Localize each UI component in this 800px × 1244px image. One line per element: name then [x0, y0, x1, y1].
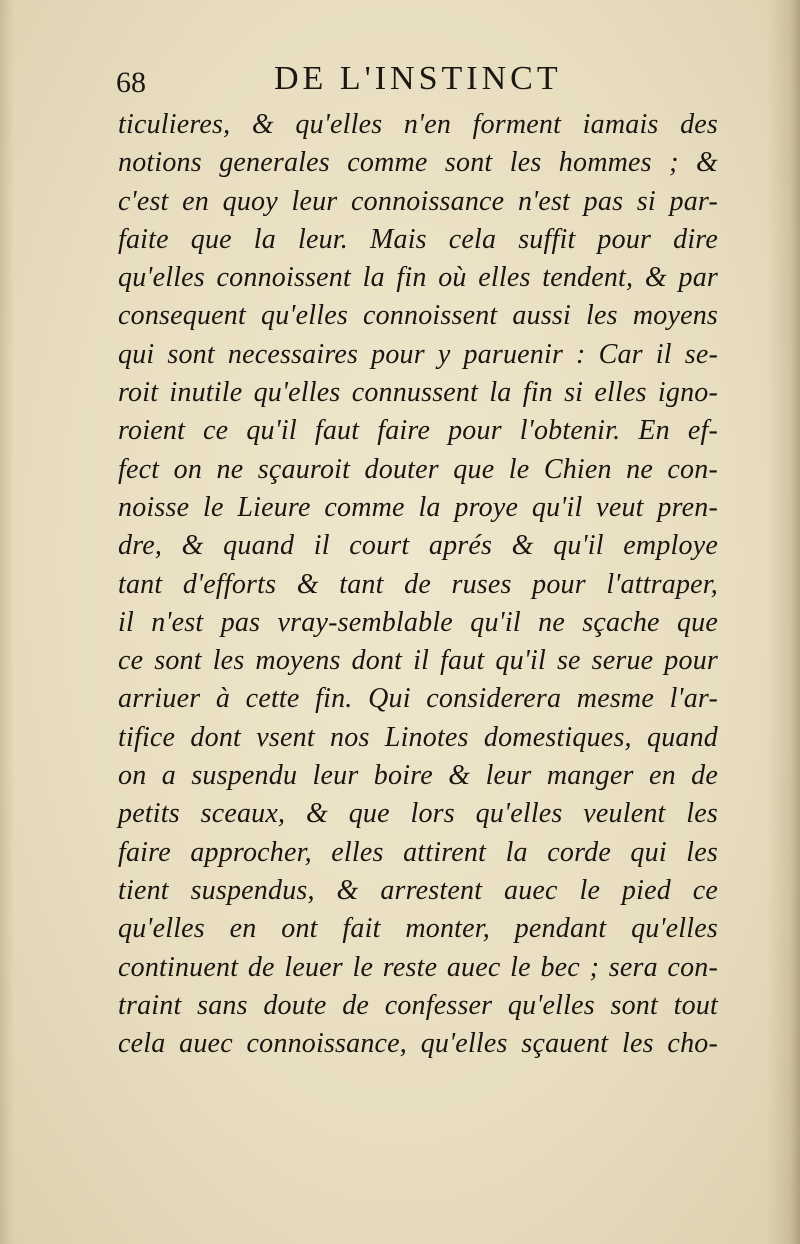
text-line: c'est en quoy leur connoissance n'est pas si par-	[118, 185, 718, 217]
text-line: notions generales comme sont les hommes ; &	[118, 147, 718, 179]
page-gutter-shadow	[766, 0, 800, 1244]
text-line: faite que la leur. Mais cela suffit pour dire	[118, 223, 718, 255]
text-line: petits sceaux, & que lors qu'elles veulent les	[118, 798, 718, 830]
text-line: tant d'efforts & tant de ruses pour l'attraper,	[118, 568, 718, 600]
text-line: arriuer à cette fin. Qui considerera mesme l'ar-	[118, 683, 718, 715]
text-line: qu'elles en ont fait monter, pendant qu'elles	[118, 913, 718, 945]
text-line: faire approcher, elles attirent la corde qui les	[118, 836, 718, 868]
text-line: continuent de leuer le reste auec le bec ; sera con-	[118, 951, 718, 983]
running-head: DE L'INSTINCT	[274, 60, 562, 97]
text-line: fect on ne sçauroit douter que le Chien ne con-	[118, 453, 718, 485]
page-header	[116, 58, 716, 106]
page-left-edge	[0, 0, 14, 1244]
text-line: il n'est pas vray-semblable qu'il ne sçache que	[118, 606, 718, 638]
page-number: 68	[116, 66, 146, 99]
body-text	[118, 106, 718, 1063]
text-line: qu'elles connoissent la fin où elles tendent, & par	[118, 262, 718, 294]
text-line: traint sans doute de confesser qu'elles sont tout	[118, 989, 718, 1021]
text-line: roient ce qu'il faut faire pour l'obtenir. En ef-	[118, 415, 718, 447]
text-line: ce sont les moyens dont il faut qu'il se serue pour	[118, 645, 718, 677]
text-line: tifice dont vsent nos Linotes domestiques, quand	[118, 721, 718, 753]
text-line: noisse le Lieure comme la proye qu'il veut pren-	[118, 491, 718, 523]
text-line: dre, & quand il court aprés & qu'il employe	[118, 530, 718, 562]
text-line: qui sont necessaires pour y paruenir : Car il se-	[118, 338, 718, 370]
text-line: tient suspendus, & arrestent auec le pied ce	[118, 874, 718, 906]
text-line: cela auec connoissance, qu'elles sçauent les cho-	[118, 1028, 718, 1060]
text-line: ticulieres, & qu'elles n'en forment iamais des	[118, 109, 718, 140]
text-line: consequent qu'elles connoissent aussi les moyens	[118, 300, 718, 332]
text-line: on a suspendu leur boire & leur manger en de	[118, 760, 718, 792]
text-line: roit inutile qu'elles connussent la fin si elles igno-	[118, 377, 718, 409]
